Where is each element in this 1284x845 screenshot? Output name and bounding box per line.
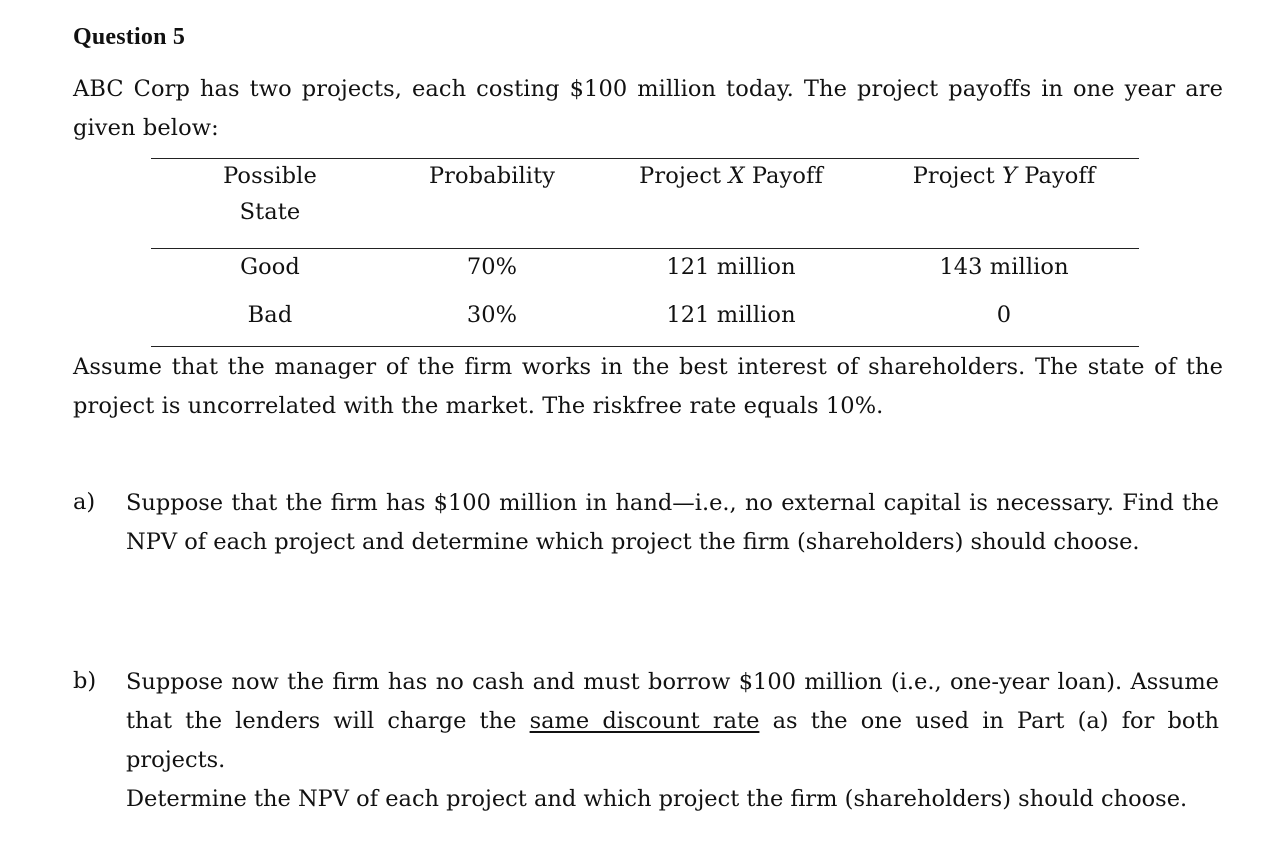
intro-line-2: given below: (73, 115, 219, 141)
underlined-same-discount-rate: same discount rate (529, 708, 760, 734)
part-a-label: a) (73, 489, 96, 515)
question-title: Question 5 (73, 24, 186, 50)
part-b-label: b) (73, 668, 97, 694)
table-row-good-probability: 70% (466, 254, 518, 280)
part-b-line-2: that the lenders will charge the same discount rate as the one used in Part (a) for both projects. (126, 708, 1220, 773)
table-row-bad-y-payoff: 0 (996, 302, 1012, 328)
part-b-line-1: Suppose now the firm has no cash and must borrow $100 million (i.e., one-year loan). Assume (126, 669, 1219, 695)
table-row-bad-state: Bad (247, 302, 293, 328)
part-a-text (126, 484, 1219, 562)
header-state-line1: Possible (223, 163, 317, 189)
header-probability: Probability (428, 163, 556, 189)
intro-line-1: ABC Corp has two projects, each costing $100 million today. The project payoffs in one year are (73, 76, 1223, 102)
header-project-y-payoff: Project Y Payoff (912, 163, 1096, 189)
table-row-bad-x-payoff: 121 million (666, 302, 796, 328)
table-row-good-x-payoff: 121 million (666, 254, 796, 280)
header-possible-state (200, 163, 340, 225)
intro-paragraph (73, 70, 1223, 148)
table-header-rule (151, 248, 1139, 249)
assumptions-line-2: project is uncorrelated with the market. The riskfree rate equals 10%. (73, 393, 884, 419)
header-state-line2: State (239, 199, 301, 225)
header-project-x-payoff: Project X Payoff (639, 163, 823, 189)
table-row-good-y-payoff: 143 million (939, 254, 1069, 280)
table-row-bad-probability: 30% (466, 302, 518, 328)
part-a-line-1: Suppose that the firm has $100 million in hand—i.e., no external capital is necessary. Find the (126, 490, 1219, 516)
table-row-good-state: Good (240, 254, 300, 280)
part-b-line-3: Determine the NPV of each project and which project the firm (shareholders) should choose. (126, 786, 1188, 812)
table-top-rule (151, 158, 1139, 159)
part-a-line-2: NPV of each project and determine which project the firm (shareholders) should choose. (126, 529, 1140, 555)
table-bottom-rule (151, 346, 1139, 347)
part-b-text (126, 663, 1219, 819)
assumptions-paragraph (73, 348, 1223, 426)
assumptions-line-1: Assume that the manager of the firm works in the best interest of shareholders. The state of the (73, 354, 1223, 380)
